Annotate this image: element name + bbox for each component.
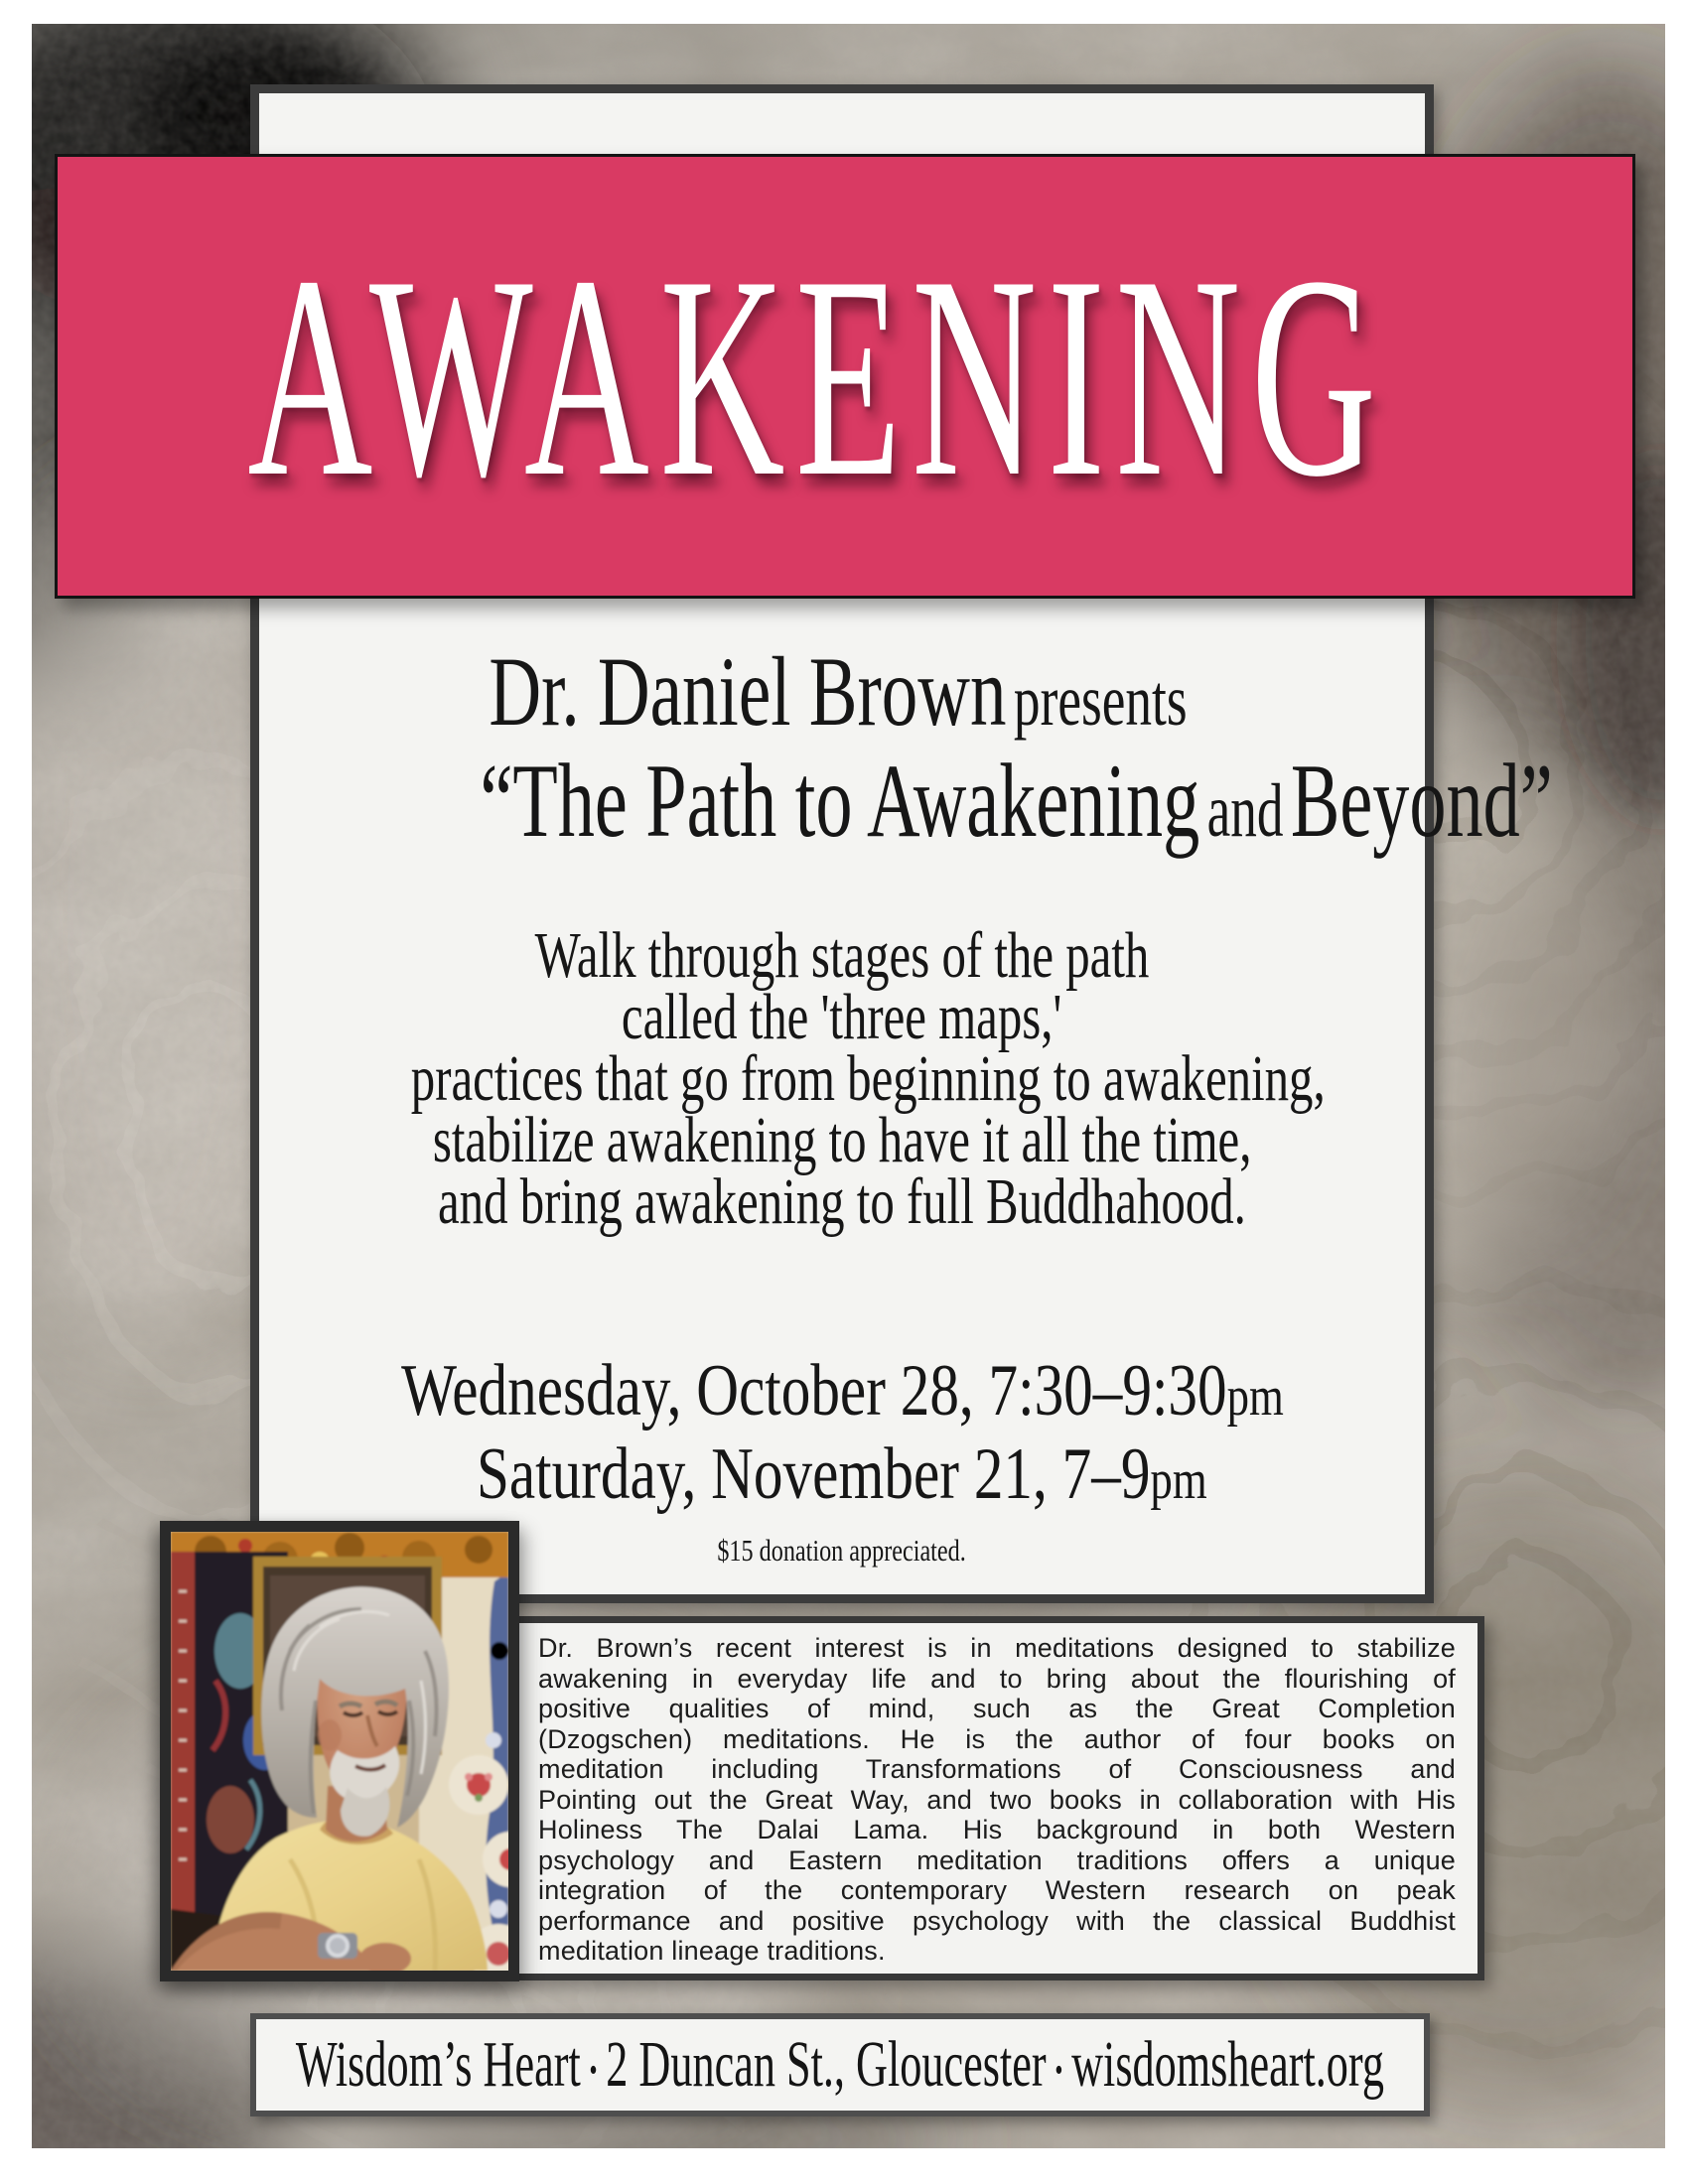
bio-text-line: positive qualities of mind, such as the Great Completion [538, 1694, 1456, 1723]
bio-text-line: (Dzogschen) meditations. He is the author of four books on [538, 1723, 1456, 1754]
bio-text-line: meditation including Transformations of Consciousness and [538, 1754, 1456, 1784]
footer-org: Wisdom’s Heart [295, 2028, 581, 2101]
talk-title-lead: “The Path to Awakening [480, 743, 1200, 859]
bio-text-line: psychology and Eastern meditation traditions offers a unique [538, 1844, 1456, 1875]
bio-text-line: performance and positive psychology with the classical Buddhist [538, 1905, 1456, 1936]
schedule-line: Saturday, November 21, 7–9pm [477, 1433, 1207, 1515]
presenter-verb: presents [1014, 660, 1188, 741]
talk-title-and: and [1206, 769, 1284, 853]
description-line: called the 'three maps,' [622, 981, 1062, 1053]
presenter-portrait-illustration [171, 1532, 508, 1971]
footer-text [296, 2027, 1384, 2103]
description-line: practices that go from beginning to awakening, [410, 1042, 1326, 1115]
footer-address: 2 Duncan St., Gloucester [606, 2028, 1047, 2101]
schedule-block [250, 1352, 1434, 1519]
description-block [250, 919, 1434, 1238]
description-line: Walk through stages of the path [534, 919, 1150, 992]
bio-text-line: meditation lineage traditions. [538, 1936, 886, 1966]
bio-text-line: Dr. Brown’s recent interest is in meditations designed to stabilize [538, 1633, 1456, 1663]
bio-text-line: Pointing out the Great Way, and two books in collaboration with His [538, 1784, 1456, 1815]
footer-bullet-icon: • [1055, 2051, 1063, 2090]
title-banner [55, 154, 1635, 599]
presenter-line [250, 636, 1434, 752]
footer-bar [250, 2013, 1430, 2116]
talk-title-tail: Beyond” [1290, 743, 1553, 859]
poster-title: AWAKENING [247, 215, 1387, 536]
description-line: and bring awakening to full Buddhahood. [438, 1165, 1246, 1238]
bio-text-line: integration of the contemporary Western research on peak [538, 1875, 1456, 1905]
schedule-line: Wednesday, October 28, 7:30–9:30pm [400, 1350, 1284, 1432]
bio-panel [509, 1616, 1484, 1980]
bio-text-line: awakening in everyday life and to bring about the flourishing of [538, 1663, 1456, 1694]
bio-text-line: Holiness The Dalai Lama. His background in both Western [538, 1815, 1456, 1844]
presenter-photo [160, 1521, 519, 1981]
footer-bullet-icon: • [589, 2051, 598, 2090]
footer-website: wisdomsheart.org [1071, 2028, 1385, 2101]
talk-title-line [250, 743, 1553, 860]
event-text-block [250, 599, 1553, 1569]
donation-note: $15 donation appreciated. [717, 1533, 967, 1568]
presenter-name: Dr. Daniel Brown [489, 636, 1007, 747]
description-line: stabilize awakening to have it all the time, [432, 1104, 1252, 1176]
